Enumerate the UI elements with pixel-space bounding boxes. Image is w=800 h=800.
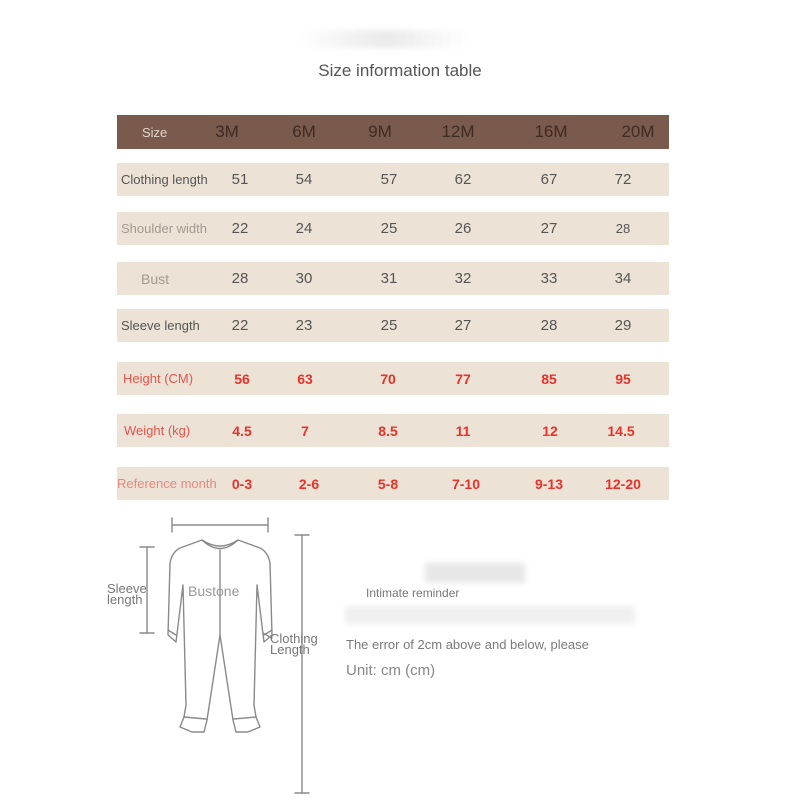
size-col-16m: 16M [534, 122, 568, 141]
size-col-20m: 20M [621, 122, 655, 141]
row-sleeve-length [117, 309, 669, 342]
row-height [117, 362, 669, 395]
size-col-6m: 6M [292, 122, 316, 141]
cell: 34 [614, 270, 632, 287]
cell: 12-20 [605, 475, 641, 492]
cell: 25 [380, 220, 398, 237]
row-reference-month [117, 467, 669, 500]
cell: 0-3 [231, 475, 253, 492]
row-label: Weight (kg) [124, 423, 191, 438]
faded-text-line [345, 606, 635, 624]
cell: 28 [615, 221, 631, 236]
cell: 28 [540, 317, 558, 334]
cell: 32 [454, 270, 472, 287]
cell: 33 [540, 270, 558, 287]
cell: 67 [540, 171, 558, 188]
cell: 7 [301, 422, 309, 439]
cell: 8.5 [378, 422, 398, 439]
table-title: Size information table [318, 61, 482, 80]
size-header-row [117, 115, 669, 149]
cell: 4.5 [232, 422, 252, 439]
cell: 56 [234, 370, 250, 387]
cell: 85 [541, 370, 557, 387]
reminder-title: Intimate reminder [366, 586, 460, 600]
clothing-label-line1: Clothing [270, 631, 318, 646]
cell: 25 [380, 317, 398, 334]
cell: 24 [295, 220, 313, 237]
row-label: Bust [141, 270, 170, 287]
cell: 14.5 [607, 422, 635, 439]
cell: 62 [454, 171, 472, 188]
cell: 70 [380, 370, 396, 387]
cell: 23 [295, 317, 313, 334]
sleeve-length-label [107, 583, 147, 605]
sleeve-label-line2: length [107, 592, 143, 607]
cell: 5-8 [377, 475, 399, 492]
cell: 51 [231, 171, 249, 188]
cell: 31 [380, 270, 398, 287]
size-col-9m: 9M [368, 122, 392, 141]
row-label: Shoulder width [121, 221, 207, 236]
row-clothing-length [117, 163, 669, 196]
cell: 28 [231, 270, 249, 287]
row-label: Clothing length [121, 172, 208, 187]
bust-label [188, 583, 240, 599]
cell: 95 [615, 370, 631, 387]
unit-text: Unit: cm (cm) [346, 662, 436, 679]
clothing-length-label [270, 633, 318, 655]
sleeve-label-line1: Sleeve [107, 581, 147, 596]
clothing-label-line2: Length [270, 642, 310, 657]
size-col-3m: 3M [215, 122, 239, 141]
cell: 11 [455, 422, 471, 439]
cell: 54 [295, 171, 313, 188]
cell: 29 [614, 317, 632, 334]
cell: 12 [542, 422, 558, 439]
size-col-12m: 12M [441, 122, 475, 141]
cell: 27 [454, 317, 472, 334]
cell: 63 [297, 370, 313, 387]
row-bust [117, 262, 669, 295]
cell: 9-13 [534, 475, 564, 492]
cell: 22 [231, 220, 249, 237]
faded-heading-block [425, 563, 525, 583]
faded-brand-logo [300, 30, 470, 48]
cell: 72 [614, 171, 632, 188]
row-weight [117, 414, 669, 447]
row-shoulder-width [117, 212, 669, 245]
cell: 2-6 [298, 475, 320, 492]
row-label: Sleeve length [121, 318, 200, 333]
row-label: Reference month [117, 476, 217, 491]
bust-label-text: Bust [188, 583, 217, 599]
romper-size-diagram [100, 505, 340, 795]
one-label-text: one [216, 583, 240, 599]
cell: 27 [540, 220, 558, 237]
size-header-label: Size [142, 124, 168, 140]
cell: 30 [295, 270, 313, 287]
cell: 57 [380, 171, 398, 188]
row-label: Height (CM) [123, 371, 194, 386]
cell: 7-10 [451, 475, 481, 492]
cell: 77 [455, 370, 471, 387]
cell: 26 [454, 220, 472, 237]
reminder-text: The error of 2cm above and below, please [346, 637, 589, 652]
cell: 22 [231, 317, 249, 334]
